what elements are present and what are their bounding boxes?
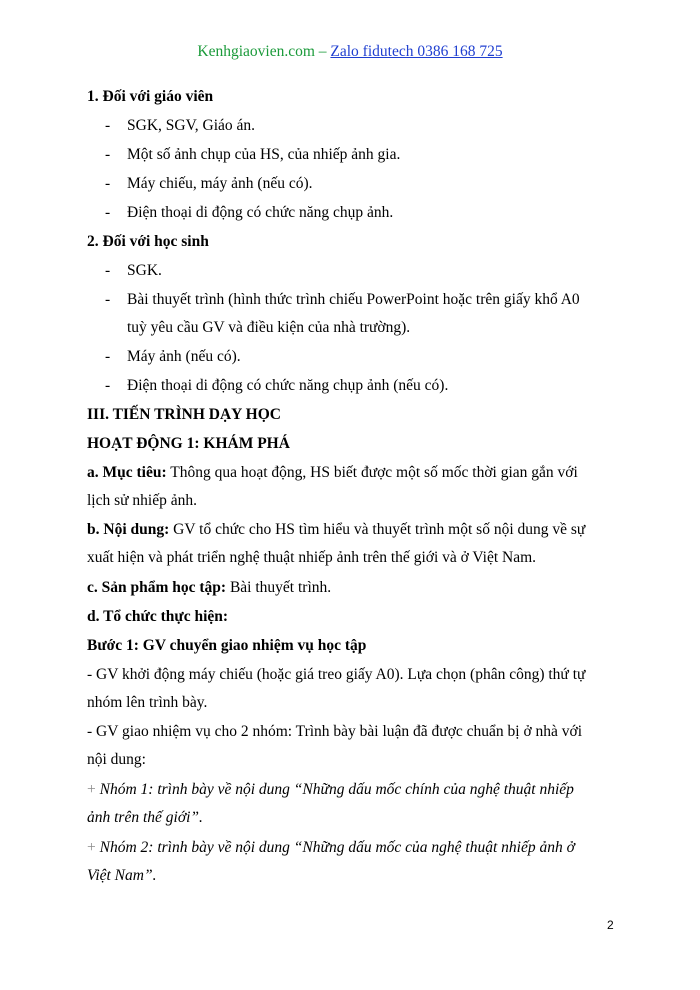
student-item: Điện thoại di động có chức năng chụp ảnh (nếu có). bbox=[127, 377, 449, 394]
header-separator: – bbox=[314, 43, 331, 60]
activity-title: HOẠT ĐỘNG 1: KHÁM PHÁ bbox=[87, 435, 290, 452]
bullet-dash: - bbox=[105, 175, 111, 192]
bullet-dash: - bbox=[105, 377, 111, 394]
site-name[interactable]: Kenhgiaovien.com bbox=[197, 43, 315, 60]
teacher-item: Điện thoại di động có chức năng chụp ảnh. bbox=[127, 204, 394, 221]
teacher-item: SGK, SGV, Giáo án. bbox=[127, 117, 256, 134]
bullet-dash: - bbox=[105, 262, 111, 279]
product-line bbox=[87, 578, 331, 598]
bullet-dash: - bbox=[105, 117, 111, 134]
group1-text: Nhóm 1: trình bày về nội dung “Những dấu mốc chính của nghệ thuật nhiếp bbox=[99, 781, 574, 798]
part3-title: III. TIẾN TRÌNH DẠY HỌC bbox=[87, 406, 281, 423]
step1-para1-line1: - GV khởi động máy chiếu (hoặc giá treo giấy A0). Lựa chọn (phân công) thứ tự bbox=[87, 666, 586, 683]
bullet-dash: - bbox=[105, 204, 111, 221]
organization-label: d. Tổ chức thực hiện: bbox=[87, 608, 229, 625]
page-header bbox=[0, 43, 700, 61]
bullet-dash: - bbox=[105, 291, 111, 308]
group2-line1 bbox=[87, 838, 575, 858]
student-item: Máy ảnh (nếu có). bbox=[127, 348, 241, 365]
group2-text: Nhóm 2: trình bày về nội dung “Những dấu mốc của nghệ thuật nhiếp ảnh ở bbox=[99, 839, 575, 856]
product-text: Bài thuyết trình. bbox=[226, 579, 332, 596]
objective-line1 bbox=[87, 463, 578, 483]
product-label: c. Sản phẩm học tập: bbox=[87, 579, 227, 596]
objective-label: a. Mục tiêu: bbox=[87, 464, 167, 481]
objective-line2: lịch sử nhiếp ảnh. bbox=[87, 492, 197, 509]
step1-para2-line1: - GV giao nhiệm vụ cho 2 nhóm: Trình bày bài luận đã được chuẩn bị ở nhà với bbox=[87, 723, 583, 740]
group1-line2: ảnh trên thế giới”. bbox=[87, 809, 203, 826]
group2-prefix: + bbox=[87, 839, 100, 856]
page-number: 2 bbox=[607, 918, 614, 932]
step1-title: Bước 1: GV chuyển giao nhiệm vụ học tập bbox=[87, 637, 367, 654]
step1-para2-line2: nội dung: bbox=[87, 751, 146, 768]
group1-prefix: + bbox=[87, 781, 100, 798]
group2-line2: Việt Nam”. bbox=[87, 867, 157, 884]
student-heading: 2. Đối với học sinh bbox=[87, 233, 209, 250]
teacher-heading: 1. Đối với giáo viên bbox=[87, 88, 214, 105]
teacher-item: Máy chiếu, máy ảnh (nếu có). bbox=[127, 175, 313, 192]
group1-line1 bbox=[87, 780, 574, 800]
teacher-item: Một số ảnh chụp của HS, của nhiếp ảnh gia. bbox=[127, 146, 401, 163]
content-line2: xuất hiện và phát triển nghệ thuật nhiếp ảnh trên thế giới và ở Việt Nam. bbox=[87, 549, 537, 566]
bullet-dash: - bbox=[105, 146, 111, 163]
step1-para1-line2: nhóm lên trình bày. bbox=[87, 694, 208, 711]
student-item-continuation: tuỳ yêu cầu GV và điều kiện của nhà trường). bbox=[127, 319, 411, 336]
contact-link[interactable]: Zalo fidutech 0386 168 725 bbox=[330, 43, 503, 60]
content-label: b. Nội dung: bbox=[87, 521, 170, 538]
student-item: Bài thuyết trình (hình thức trình chiếu PowerPoint hoặc trên giấy khổ A0 bbox=[127, 291, 580, 308]
content-text: GV tổ chức cho HS tìm hiểu và thuyết trình một số nội dung về sự bbox=[169, 521, 586, 538]
bullet-dash: - bbox=[105, 348, 111, 365]
objective-text: Thông qua hoạt động, HS biết được một số mốc thời gian gắn với bbox=[166, 464, 578, 481]
content-line1 bbox=[87, 520, 585, 540]
student-item: SGK. bbox=[127, 262, 162, 279]
